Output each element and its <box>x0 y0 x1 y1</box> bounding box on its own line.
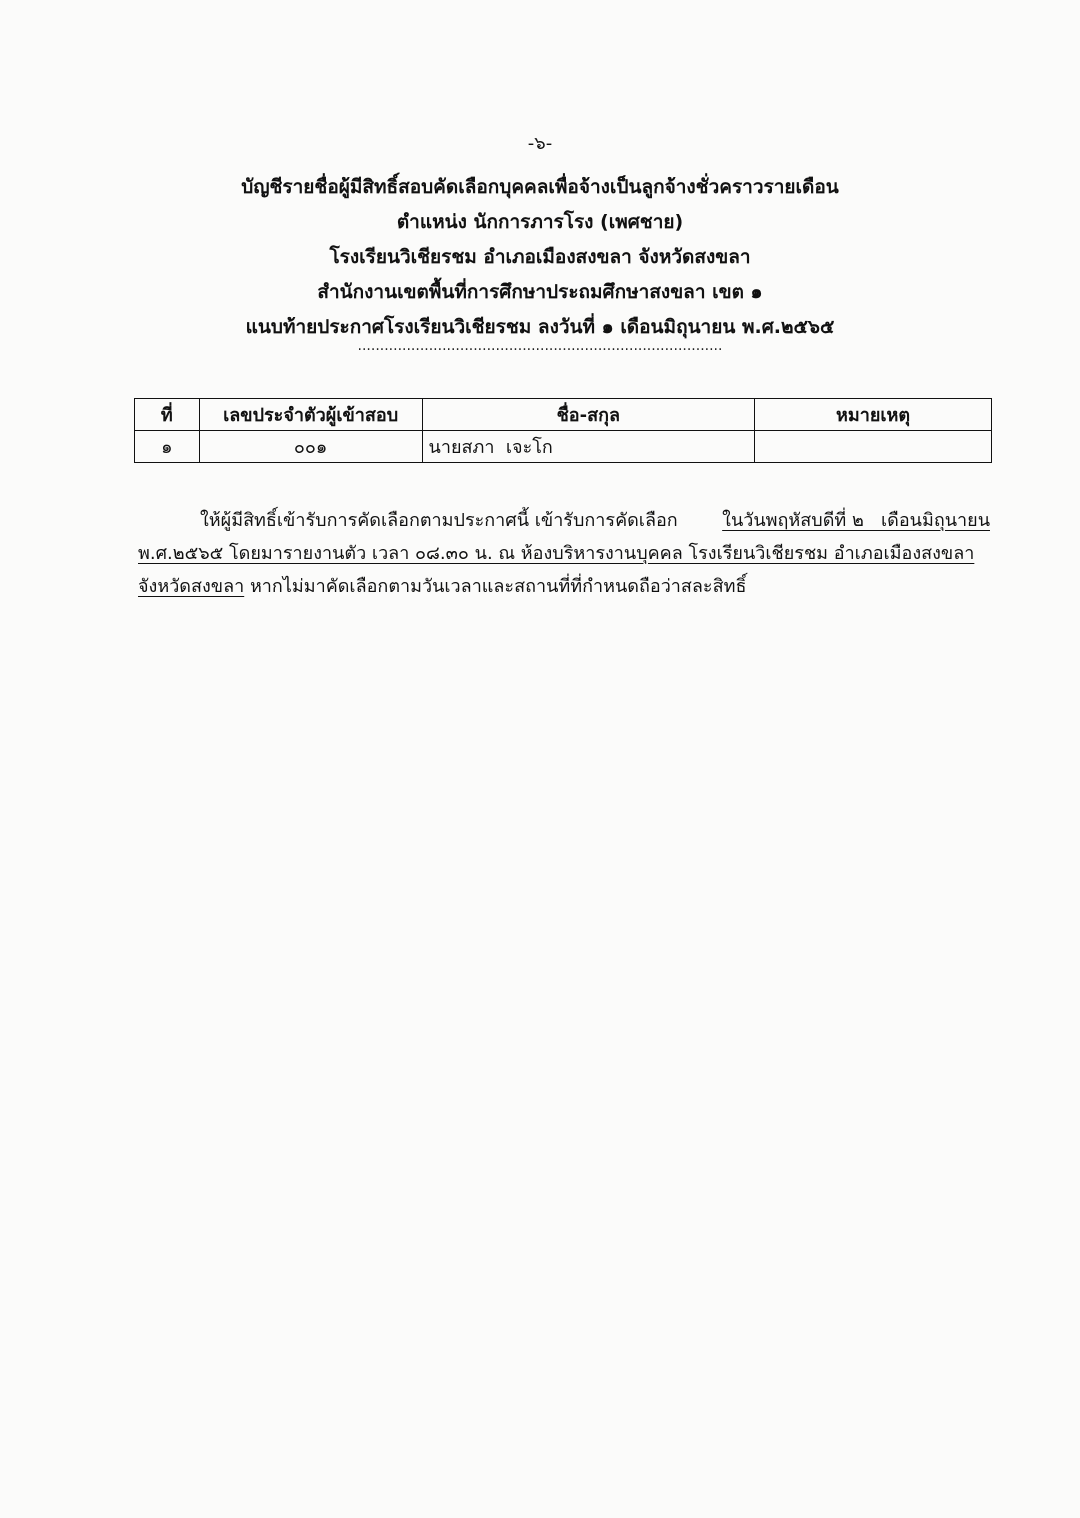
column-header-note: หมายเหตุ <box>755 399 992 431</box>
cell-no: ๑ <box>135 431 200 463</box>
column-header-name: ชื่อ-สกุล <box>422 399 755 431</box>
document-header <box>60 170 1020 345</box>
dotted-separator: .................................................................................. <box>357 338 723 354</box>
cell-name: นายสภา เจะโก <box>422 431 755 463</box>
column-header-exam-id: เลขประจำตัวผู้เข้าสอบ <box>199 399 422 431</box>
notice-line-1 <box>138 504 990 537</box>
header-attachment-line: แนบท้ายประกาศโรงเรียนวิเชียรชม ลงวันที่ ๑ เดือนมิถุนายน พ.ศ.๒๕๖๕ <box>245 316 835 338</box>
cell-note <box>755 431 992 463</box>
notice-line-3 <box>138 570 990 603</box>
notice-paragraph <box>138 504 990 603</box>
table-row <box>135 431 992 463</box>
header-position-line: ตำแหน่ง นักการภารโรง (เพศชาย) <box>396 211 684 233</box>
header-office-line: สำนักงานเขตพื้นที่การศึกษาประถมศึกษาสงขลา เขต ๑ <box>317 281 763 303</box>
header-title-line: บัญชีรายชื่อผู้มีสิทธิ์สอบคัดเลือกบุคคลเพื่อจ้างเป็นลูกจ้างชั่วคราวรายเดือน <box>241 176 839 198</box>
header-school-line: โรงเรียนวิเชียรชม อำเภอเมืองสงขลา จังหวัดสงขลา <box>329 246 751 268</box>
candidate-table <box>134 398 992 463</box>
notice-province-text: จังหวัดสงขลา <box>138 576 245 597</box>
notice-forfeit-text: หากไม่มาคัดเลือกตามวันเวลาและสถานที่ที่กำหนดถือว่าสละสิทธิ์ <box>244 576 747 597</box>
notice-intro-text: ให้ผู้มีสิทธิ์เข้ารับการคัดเลือกตามประกาศนี้ เข้ารับการคัดเลือก <box>200 510 678 531</box>
page-number: -๖- <box>527 133 553 154</box>
notice-line-2 <box>138 537 990 570</box>
table-header-row <box>135 399 992 431</box>
notice-date-text: ในวันพฤหัสบดีที่ ๒ เดือนมิถุนายน <box>722 510 990 531</box>
notice-time-place-text: พ.ศ.๒๕๖๕ โดยมารายงานตัว เวลา ๐๘.๓๐ น. ณ ห้องบริหารงานบุคคล โรงเรียนวิเชียรชม อำเภอเมืองสงขลา <box>138 543 975 564</box>
column-header-no: ที่ <box>135 399 200 431</box>
cell-exam-id: ๐๐๑ <box>199 431 422 463</box>
